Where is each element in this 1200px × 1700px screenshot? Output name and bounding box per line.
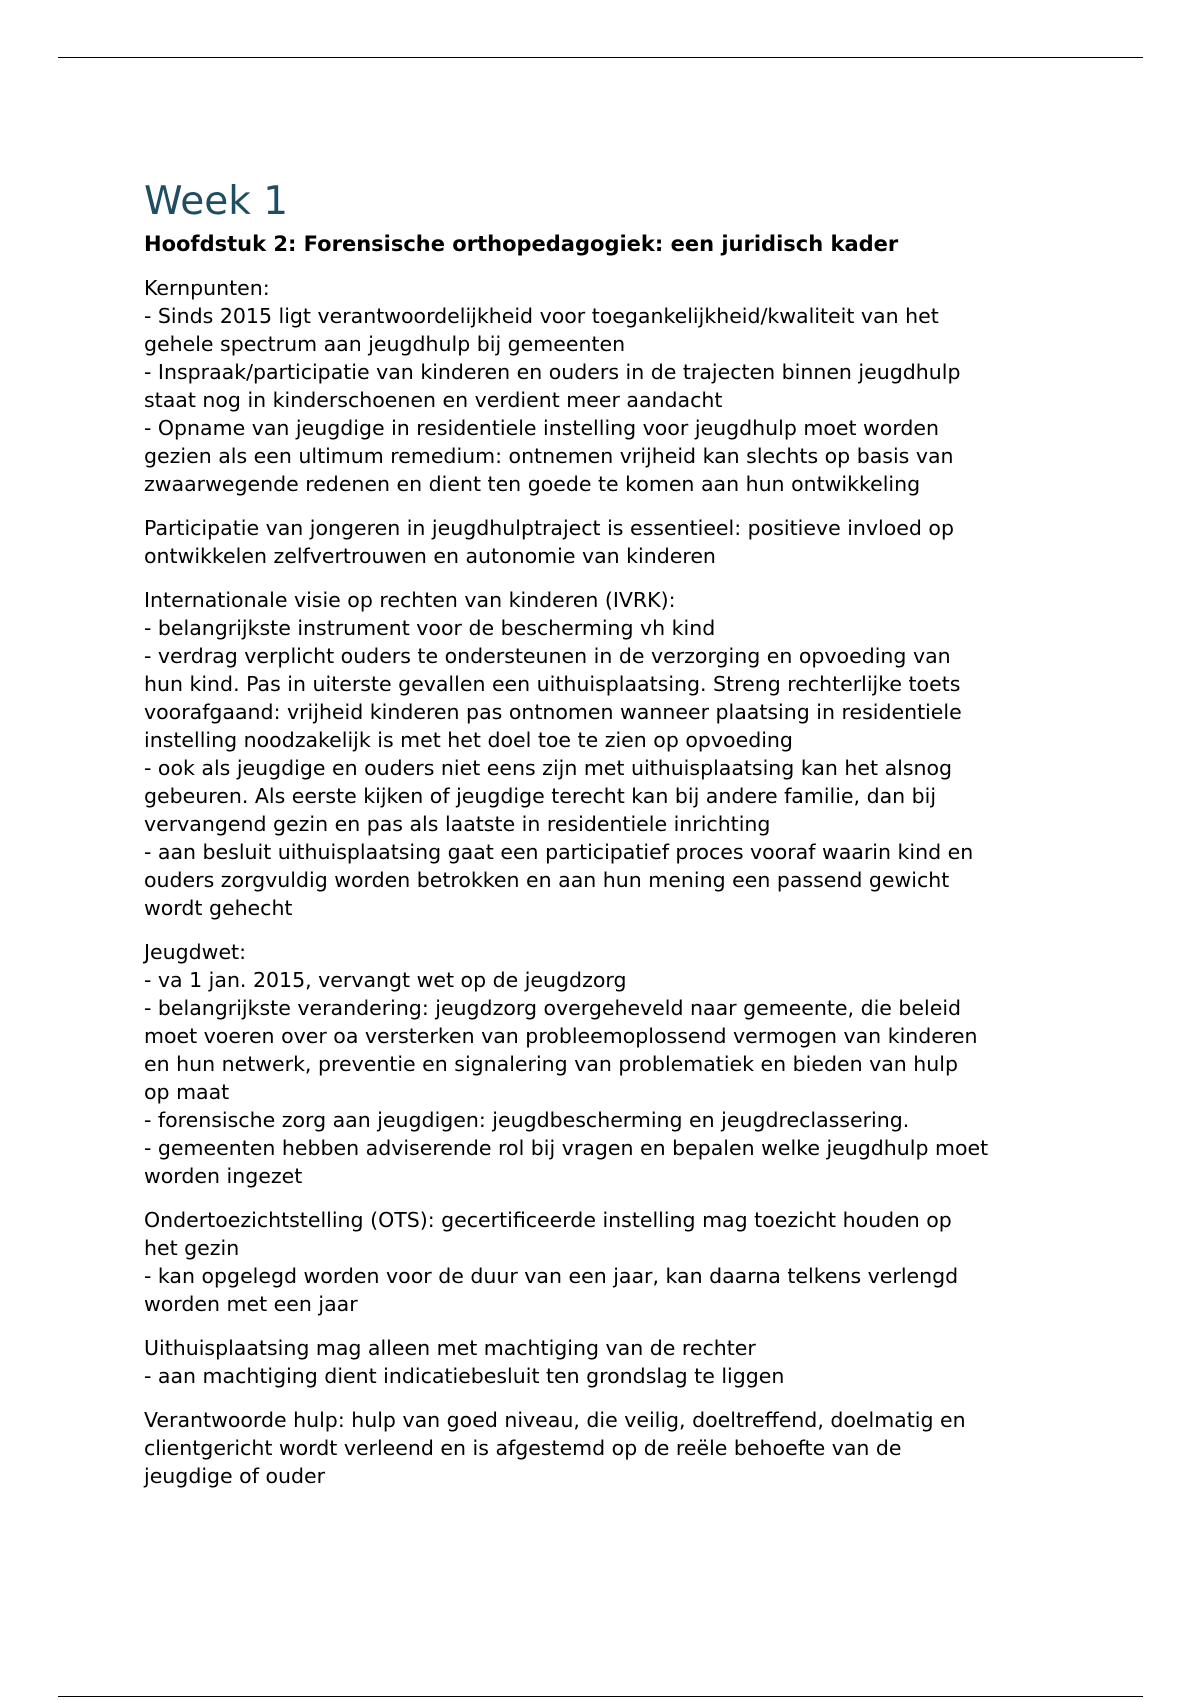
chapter-heading: Hoofdstuk 2: Forensische orthopedagogiek: een juridisch kader xyxy=(144,232,899,256)
paragraph xyxy=(144,274,1084,498)
text-line: - aan machtiging dient indicatiebesluit ten grondslag te liggen xyxy=(144,1364,785,1388)
page-title: Week 1 xyxy=(144,179,289,224)
text-line: zwaarwegende redenen en dient ten goede te komen aan hun ontwikkeling xyxy=(144,472,921,496)
text-line: gezien als een ultimum remedium: ontnemen vrijheid kan slechts op basis van xyxy=(144,444,954,468)
text-line: op maat xyxy=(144,1080,230,1104)
text-line: staat nog in kinderschoenen en verdient meer aandacht xyxy=(144,388,723,412)
text-line: Participatie van jongeren in jeugdhulptraject is essentieel: positieve invloed op xyxy=(144,516,954,540)
paragraph xyxy=(144,586,1084,922)
paragraph xyxy=(144,1334,1084,1390)
text-line: wordt gehecht xyxy=(144,896,293,920)
text-line: - aan besluit uithuisplaatsing gaat een participatief proces vooraf waarin kind en xyxy=(144,840,974,864)
text-line: - va 1 jan. 2015, vervangt wet op de jeugdzorg xyxy=(144,968,627,992)
text-line: gebeuren. Als eerste kijken of jeugdige terecht kan bij andere familie, dan bij xyxy=(144,784,937,808)
text-line: - Sinds 2015 ligt verantwoordelijkheid voor toegankelijkheid/kwaliteit van het xyxy=(144,304,939,328)
paragraph-list xyxy=(144,274,1084,1490)
text-line: hun kind. Pas in uiterste gevallen een uithuisplaatsing. Streng rechterlijke toets xyxy=(144,672,961,696)
text-line: vervangend gezin en pas als laatste in residentiele inrichting xyxy=(144,812,771,836)
footer-rule xyxy=(58,1696,1143,1697)
text-line: - gemeenten hebben adviserende rol bij vragen en bepalen welke jeugdhulp moet xyxy=(144,1136,989,1160)
text-line: ouders zorgvuldig worden betrokken en aan hun mening een passend gewicht xyxy=(144,868,950,892)
text-line: - belangrijkste verandering: jeugdzorg overgeheveld naar gemeente, die beleid xyxy=(144,996,962,1020)
header-rule xyxy=(58,57,1143,58)
text-line: en hun netwerk, preventie en signalering van problematiek en bieden van hulp xyxy=(144,1052,958,1076)
text-line: gehele spectrum aan jeugdhulp bij gemeenten xyxy=(144,332,626,356)
text-line: moet voeren over oa versterken van probleemoplossend vermogen van kinderen xyxy=(144,1024,978,1048)
text-line: - kan opgelegd worden voor de duur van een jaar, kan daarna telkens verlengd xyxy=(144,1264,959,1288)
text-line: - verdrag verplicht ouders te ondersteunen in de verzorging en opvoeding van xyxy=(144,644,951,668)
text-line: - Opname van jeugdige in residentiele instelling voor jeugdhulp moet worden xyxy=(144,416,940,440)
paragraph xyxy=(144,1406,1084,1490)
text-line: voorafgaand: vrijheid kinderen pas ontnomen wanneer plaatsing in residentiele xyxy=(144,700,962,724)
text-line: Jeugdwet: xyxy=(144,940,246,964)
text-line: ontwikkelen zelfvertrouwen en autonomie van kinderen xyxy=(144,544,716,568)
paragraph xyxy=(144,514,1084,570)
paragraph xyxy=(144,938,1084,1190)
text-line: Internationale visie op rechten van kinderen (IVRK): xyxy=(144,588,676,612)
text-line: Ondertoezichtstelling (OTS): gecertificeerde instelling mag toezicht houden op xyxy=(144,1208,952,1232)
text-line: - Inspraak/participatie van kinderen en ouders in de trajecten binnen jeugdhulp xyxy=(144,360,961,384)
text-line: clientgericht wordt verleend en is afgestemd op de reële behoefte van de xyxy=(144,1436,902,1460)
text-line: worden met een jaar xyxy=(144,1292,358,1316)
text-line: instelling noodzakelijk is met het doel toe te zien op opvoeding xyxy=(144,728,793,752)
text-line: Kernpunten: xyxy=(144,276,270,300)
text-line: - ook als jeugdige en ouders niet eens zijn met uithuisplaatsing kan het alsnog xyxy=(144,756,953,780)
text-line: - forensische zorg aan jeugdigen: jeugdbescherming en jeugdreclassering. xyxy=(144,1108,910,1132)
text-line: worden ingezet xyxy=(144,1164,303,1188)
text-line: jeugdige of ouder xyxy=(144,1464,326,1488)
paragraph xyxy=(144,1206,1084,1318)
text-line: - belangrijkste instrument voor de bescherming vh kind xyxy=(144,616,716,640)
text-line: Uithuisplaatsing mag alleen met machtiging van de rechter xyxy=(144,1336,756,1360)
document-body xyxy=(144,178,1084,1506)
text-line: het gezin xyxy=(144,1236,240,1260)
text-line: Verantwoorde hulp: hulp van goed niveau, die veilig, doeltreffend, doelmatig en xyxy=(144,1408,966,1432)
